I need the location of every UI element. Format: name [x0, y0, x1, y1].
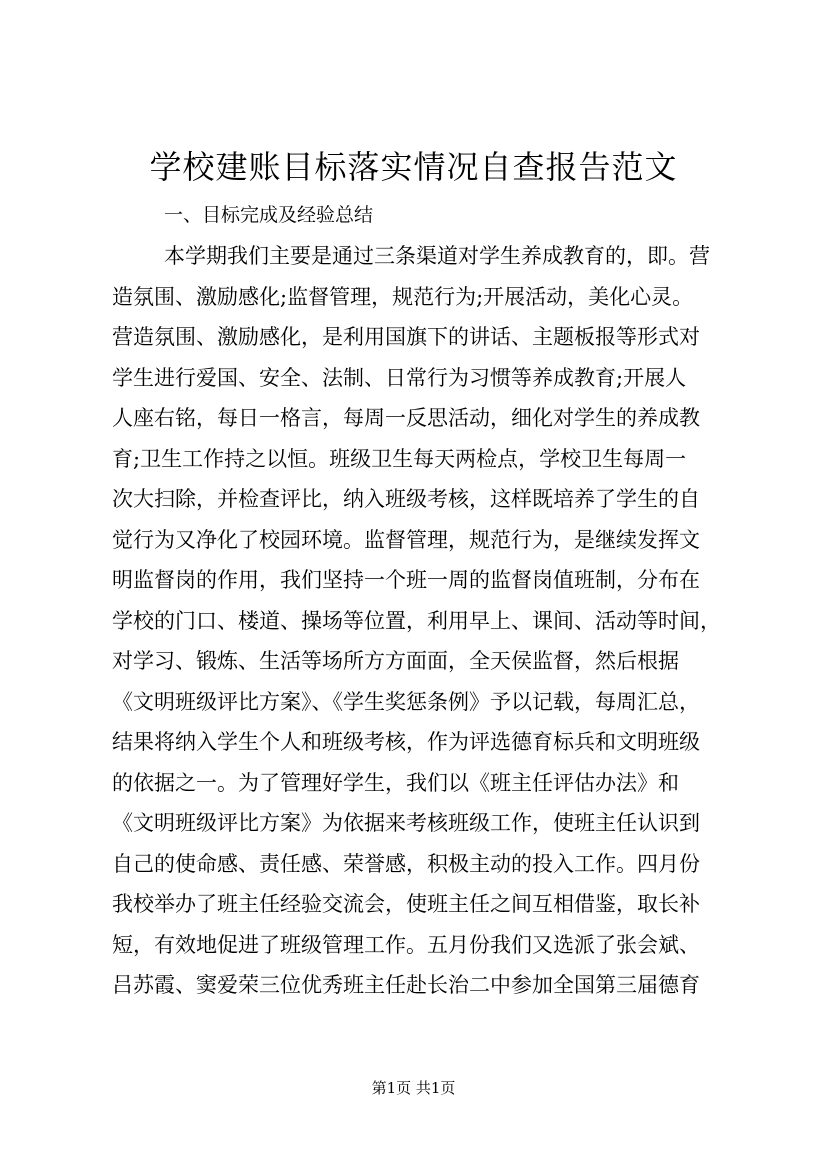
body-line: 结果将纳入学生个人和班级考核，作为评选德育标兵和文明班级 [112, 730, 700, 754]
body-line: 造氛围、激励感化;监督管理，规范行为;开展活动，美化心灵。 [112, 284, 694, 309]
body-text [112, 236, 752, 1006]
body-line: 本学期我们主要是通过三条渠道对学生养成教育的，即。营 [164, 244, 710, 268]
body-line: 觉行为又净化了校园环境。监督管理，规范行为，是继续发挥文 [112, 527, 700, 552]
body-line: 自己的使命感、责任感、荣誉感，积极主动的投入工作。四月份 [112, 851, 700, 876]
body-line: 次大扫除，并检查评比，纳入班级考核，这样既培养了学生的自 [112, 487, 700, 511]
body-line: 人座右铭，每日一格言，每周一反思活动，细化对学生的养成教 [112, 406, 700, 430]
body-line: 学生进行爱国、安全、法制、日常行为习惯等养成教育;开展人 [112, 365, 687, 390]
body-line: 明监督岗的作用，我们坚持一个班一周的监督岗值班制，分布在 [112, 568, 700, 592]
body-line: 我校举办了班主任经验交流会，使班主任之间互相借鉴，取长补 [112, 892, 700, 916]
body-line: 对学习、锻炼、生活等场所方方面面，全天侯监督，然后根据 [112, 649, 679, 673]
body-line: 《文明班级评比方案》、《学生奖惩条例》予以记载，每周汇总， [112, 689, 700, 714]
body-line: 育;卫生工作持之以恒。班级卫生每天两检点，学校卫生每周一 [112, 446, 687, 471]
document-title: 学校建账目标落实情况自查报告范文 [149, 148, 678, 186]
body-line: 营造氛围、激励感化，是利用国旗下的讲话、主题板报等形式对 [112, 325, 700, 349]
body-line: 吕苏霞、窦爱荣三位优秀班主任赴长治二中参加全国第三届德育 [112, 973, 700, 997]
body-line: 《文明班级评比方案》为依据来考核班级工作，使班主任认识到 [112, 811, 700, 835]
body-line: 学校的门口、楼道、操场等位置，利用早上、课间、活动等时间， [112, 608, 721, 633]
section-heading: 一、目标完成及经验总结 [164, 204, 374, 226]
page-number-footer: 第1页 共1页 [371, 1079, 456, 1097]
body-line: 短，有效地促进了班级管理工作。五月份我们又选派了张会斌、 [112, 932, 700, 957]
body-line: 的依据之一。为了管理好学生，我们以《班主任评估办法》和 [112, 770, 679, 795]
